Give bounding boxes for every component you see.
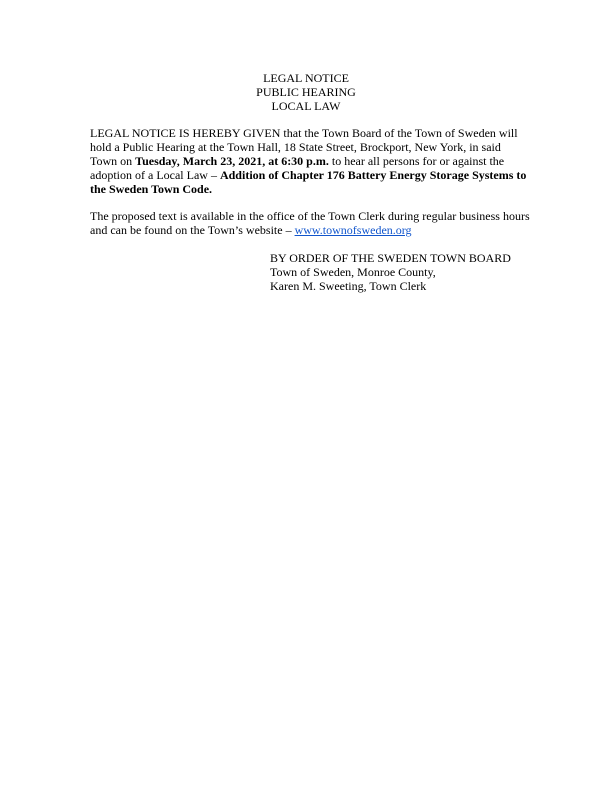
town-website-link[interactable]: www.townofsweden.org [294, 223, 412, 237]
signature-order-line: BY ORDER OF THE SWEDEN TOWN BOARD [270, 251, 511, 265]
signature-town-line: Town of Sweden, Monroe County, [270, 265, 436, 279]
signature-block [270, 251, 511, 293]
notice-text-intro: LEGAL NOTICE IS HEREBY GIVEN that the Town Board of the Town of Sweden will hold a Public Hearing at the Town Hall, 18 State Street, Brockport, New York, in said Town on [90, 126, 518, 168]
notice-paragraph [90, 126, 530, 196]
heading-local-law: LOCAL LAW [271, 99, 341, 113]
local-law-title: Addition of Chapter 176 Battery Energy Storage Systems to the Sweden Town Code. [90, 168, 527, 196]
notice-heading [0, 71, 612, 113]
availability-text: The proposed text is available in the office of the Town Clerk during regular business hours and can be found on the Town’s website – [90, 209, 530, 237]
notice-text-middle: to hear all persons for or against the adoption of a Local Law – [90, 154, 505, 182]
signature-clerk-line: Karen M. Sweeting, Town Clerk [270, 279, 427, 293]
heading-legal-notice: LEGAL NOTICE [263, 71, 349, 85]
hearing-date: Tuesday, March 23, 2021, at 6:30 p.m. [135, 154, 329, 168]
heading-public-hearing: PUBLIC HEARING [256, 85, 356, 99]
availability-paragraph [90, 209, 530, 237]
